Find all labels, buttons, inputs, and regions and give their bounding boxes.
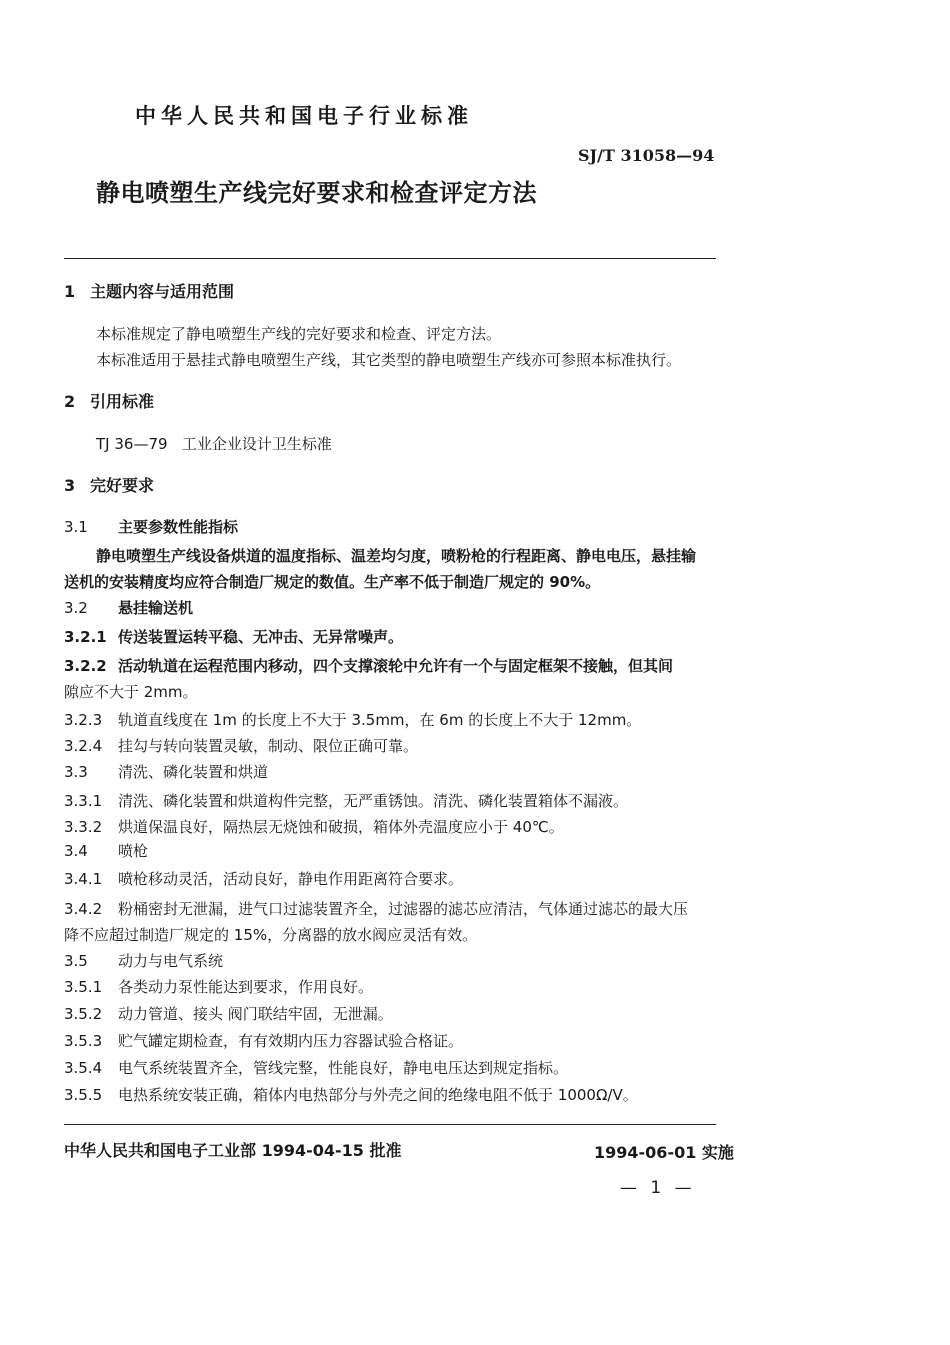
paragraph-line: 送机的安装精度均应符合制造厂规定的数值。生产率不低于制造厂规定的 90%。 — [64, 573, 601, 591]
clause-number: 3.2.1 — [64, 628, 107, 646]
clause-text: 电热系统安装正确，箱体内电热部分与外壳之间的绝缘电阻不低于 1000Ω/V。 — [118, 1086, 638, 1104]
subsection-3-4-heading — [64, 840, 148, 861]
clause-3-4-2 — [64, 898, 688, 919]
section-title: 完好要求 — [90, 476, 155, 495]
footer-rule — [64, 1124, 716, 1125]
clause-text: 传送装置运转平稳、无冲击、无异常噪声。 — [118, 628, 404, 646]
section-number: 3 — [64, 476, 76, 495]
paragraph-line: 静电喷塑生产线设备烘道的温度指标、温差均匀度，喷粉枪的行程距离、静电电压，悬挂输 — [96, 547, 697, 565]
clause-3-2-4 — [64, 735, 418, 756]
issuing-standard-header: 中华人民共和国电子行业标准 — [135, 104, 473, 128]
clause-number: 3.4.1 — [64, 870, 103, 888]
clause-3-2-1 — [64, 626, 403, 647]
clause-3-5-4 — [64, 1057, 568, 1078]
clause-text: 清洗、磷化装置和烘道构件完整，无严重锈蚀。清洗、磷化装置箱体不漏液。 — [118, 792, 629, 810]
clause-text: 挂勾与转向装置灵敏，制动、限位正确可靠。 — [118, 737, 419, 755]
subsection-3-3-heading — [64, 761, 268, 782]
effective-date: 1994-06-01 实施 — [594, 1143, 734, 1162]
clause-3-2-2 — [64, 655, 673, 676]
clause-3-5-2 — [64, 1003, 393, 1024]
subsection-3-5-heading — [64, 950, 223, 971]
subsection-title: 喷枪 — [118, 842, 149, 860]
clause-number: 3.4.2 — [64, 900, 103, 918]
subsection-title: 动力与电气系统 — [118, 952, 224, 970]
clause-number: 3.5.2 — [64, 1005, 103, 1023]
clause-number: 3.2.2 — [64, 657, 107, 675]
subsection-number: 3.2 — [64, 599, 88, 617]
standard-code: SJ/T 31058—94 — [578, 146, 715, 165]
clause-number: 3.2.3 — [64, 711, 103, 729]
section-number: 1 — [64, 282, 76, 301]
clause-text: 轨道直线度在 1m 的长度上不大于 3.5mm，在 6m 的长度上不大于 12mm。 — [118, 711, 642, 729]
clause-3-2-3 — [64, 709, 641, 730]
section-title: 引用标准 — [90, 392, 155, 411]
subsection-number: 3.1 — [64, 518, 88, 536]
clause-text: 贮气罐定期检查，有有效期内压力容器试验合格证。 — [118, 1032, 464, 1050]
clause-3-5-1 — [64, 976, 373, 997]
subsection-title: 主要参数性能指标 — [118, 518, 239, 536]
section-title: 主题内容与适用范围 — [90, 282, 235, 301]
clause-3-3-1 — [64, 790, 628, 811]
clause-continuation: 降不应超过制造厂规定的 15%，分离器的放水阀应灵活有效。 — [64, 926, 478, 944]
clause-text: 电气系统装置齐全，管线完整，性能良好，静电电压达到规定指标。 — [118, 1059, 569, 1077]
subsection-number: 3.5 — [64, 952, 88, 970]
paragraph: 本标准规定了静电喷塑生产线的完好要求和检查、评定方法。 — [96, 325, 502, 343]
clause-3-5-3 — [64, 1030, 463, 1051]
reference-item: TJ 36—79 工业企业设计卫生标准 — [96, 435, 332, 453]
clause-number: 3.5.5 — [64, 1086, 103, 1104]
approval-line: 中华人民共和国电子工业部 1994-04-15 批准 — [64, 1141, 402, 1160]
page-number: — 1 — — [620, 1178, 696, 1198]
clause-number: 3.3.1 — [64, 792, 103, 810]
clause-text: 活动轨道在运程范围内移动，四个支撑滚轮中允许有一个与固定框架不接触，但其间 — [118, 657, 674, 675]
clause-3-4-1 — [64, 868, 463, 889]
subsection-number: 3.4 — [64, 842, 88, 860]
subsection-3-1-heading — [64, 516, 238, 537]
clause-text: 粉桶密封无泄漏，进气口过滤装置齐全，过滤器的滤芯应清洁，气体通过滤芯的最大压 — [118, 900, 689, 918]
clause-text: 各类动力泵性能达到要求，作用良好。 — [118, 978, 374, 996]
subsection-title: 清洗、磷化装置和烘道 — [118, 763, 269, 781]
clause-continuation: 隙应不大于 2mm。 — [64, 683, 198, 701]
section-1-heading — [64, 279, 234, 302]
header-rule — [64, 258, 716, 259]
clause-number: 3.5.1 — [64, 978, 103, 996]
clause-number: 3.5.4 — [64, 1059, 103, 1077]
clause-text: 烘道保温良好，隔热层无烧蚀和破损，箱体外壳温度应小于 40℃。 — [118, 818, 564, 836]
document-title: 静电喷塑生产线完好要求和检查评定方法 — [96, 179, 537, 207]
section-3-heading — [64, 473, 154, 496]
subsection-3-2-heading — [64, 597, 193, 618]
clause-number: 3.3.2 — [64, 818, 103, 836]
paragraph: 本标准适用于悬挂式静电喷塑生产线，其它类型的静电喷塑生产线亦可参照本标准执行。 — [96, 351, 682, 369]
clause-number: 3.2.4 — [64, 737, 103, 755]
clause-3-3-2 — [64, 816, 564, 837]
clause-text: 喷枪移动灵活，活动良好，静电作用距离符合要求。 — [118, 870, 464, 888]
clause-number: 3.5.3 — [64, 1032, 103, 1050]
section-number: 2 — [64, 392, 76, 411]
subsection-number: 3.3 — [64, 763, 88, 781]
section-2-heading — [64, 389, 154, 412]
subsection-title: 悬挂输送机 — [118, 599, 194, 617]
clause-text: 动力管道、接头 阀门联结牢固，无泄漏。 — [118, 1005, 393, 1023]
clause-3-5-5 — [64, 1084, 638, 1105]
